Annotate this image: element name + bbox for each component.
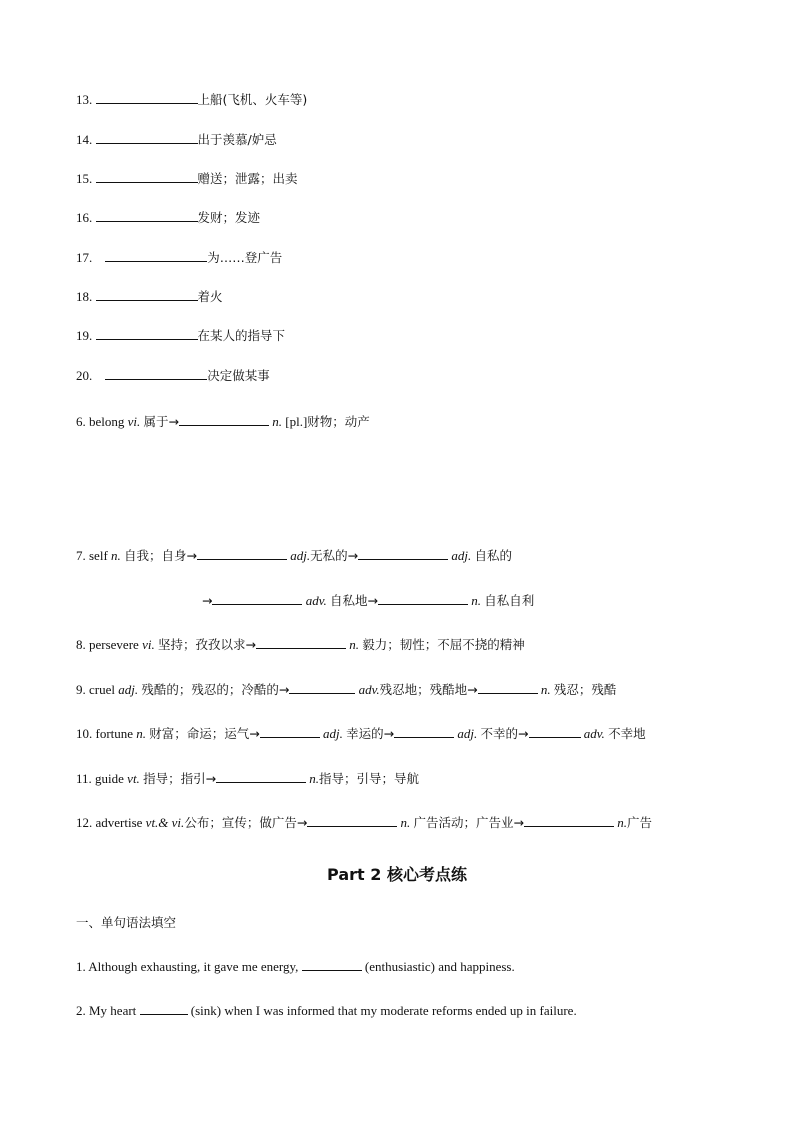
answer-blank[interactable]: [260, 725, 320, 738]
answer-blank[interactable]: [105, 367, 207, 380]
section-title: 一、单句语法填空: [76, 915, 177, 930]
answer-blank[interactable]: [524, 814, 614, 827]
answer-blank[interactable]: [358, 547, 448, 560]
answer-blank[interactable]: [96, 288, 198, 301]
answer-blank[interactable]: [378, 592, 468, 605]
answer-blank[interactable]: [96, 327, 198, 340]
answer-blank[interactable]: [96, 91, 198, 104]
phrase-item-18: 18. 着火: [76, 289, 223, 304]
phrase-item-15: 15. 赠送；泄露；出卖: [76, 171, 298, 186]
answer-blank[interactable]: [96, 131, 198, 144]
word-item-12: 12. advertise vt.& vi.公布；宣传；做广告→ n. 广告活动；广告业→ n.广告: [76, 815, 653, 830]
phrase-item-19: 19. 在某人的指导下: [76, 328, 286, 343]
phrase-item-20: 20. 决定做某事: [76, 368, 270, 383]
answer-blank[interactable]: [96, 170, 198, 183]
answer-blank[interactable]: [96, 209, 198, 222]
answer-blank[interactable]: [394, 725, 454, 738]
answer-blank[interactable]: [179, 413, 269, 426]
word-item-7: 7. self n. 自我；自身→ adj.无私的→ adj. 自私的: [76, 548, 513, 563]
answer-blank[interactable]: [140, 1002, 188, 1015]
answer-blank[interactable]: [256, 636, 346, 649]
answer-blank[interactable]: [216, 770, 306, 783]
phrase-item-13: 13. 上船(飞机、火车等): [76, 92, 308, 107]
word-item-7-continued: → adv. 自私地→ n. 自私自利: [202, 593, 535, 608]
part2-heading: Part 2 核心考点练: [327, 865, 467, 884]
word-item-8: 8. persevere vi. 坚持；孜孜以求→ n. 毅力；韧性；不屈不挠的精神: [76, 637, 525, 652]
question-1: 1. Although exhausting, it gave me energy, (enthusiastic) and happiness.: [76, 959, 515, 974]
phrase-item-17: 17. 为……登广告: [76, 250, 283, 265]
answer-blank[interactable]: [478, 681, 538, 694]
answer-blank[interactable]: [529, 725, 581, 738]
word-item-10: 10. fortune n. 财富；命运；运气→ adj. 幸运的→ adj. 不幸的→ adv. 不幸地: [76, 726, 646, 741]
answer-blank[interactable]: [289, 681, 355, 694]
answer-blank[interactable]: [197, 547, 287, 560]
answer-blank[interactable]: [307, 814, 397, 827]
word-item-9: 9. cruel adj. 残酷的；残忍的；冷酷的→ adv.残忍地；残酷地→ n. 残忍；残酷: [76, 682, 617, 697]
phrase-item-14: 14. 出于羡慕/妒忌: [76, 132, 277, 147]
question-2: 2. My heart (sink) when I was informed that my moderate reforms ended up in failure.: [76, 1003, 577, 1018]
phrase-item-16: 16. 发财；发迹: [76, 210, 261, 225]
answer-blank[interactable]: [302, 958, 362, 971]
answer-blank[interactable]: [105, 249, 207, 262]
word-item-6: 6. belong vi. 属于→ n. [pl.]财物；动产: [76, 414, 370, 429]
answer-blank[interactable]: [212, 592, 302, 605]
word-item-11: 11. guide vt. 指导；指引→ n.指导；引导；导航: [76, 771, 420, 786]
